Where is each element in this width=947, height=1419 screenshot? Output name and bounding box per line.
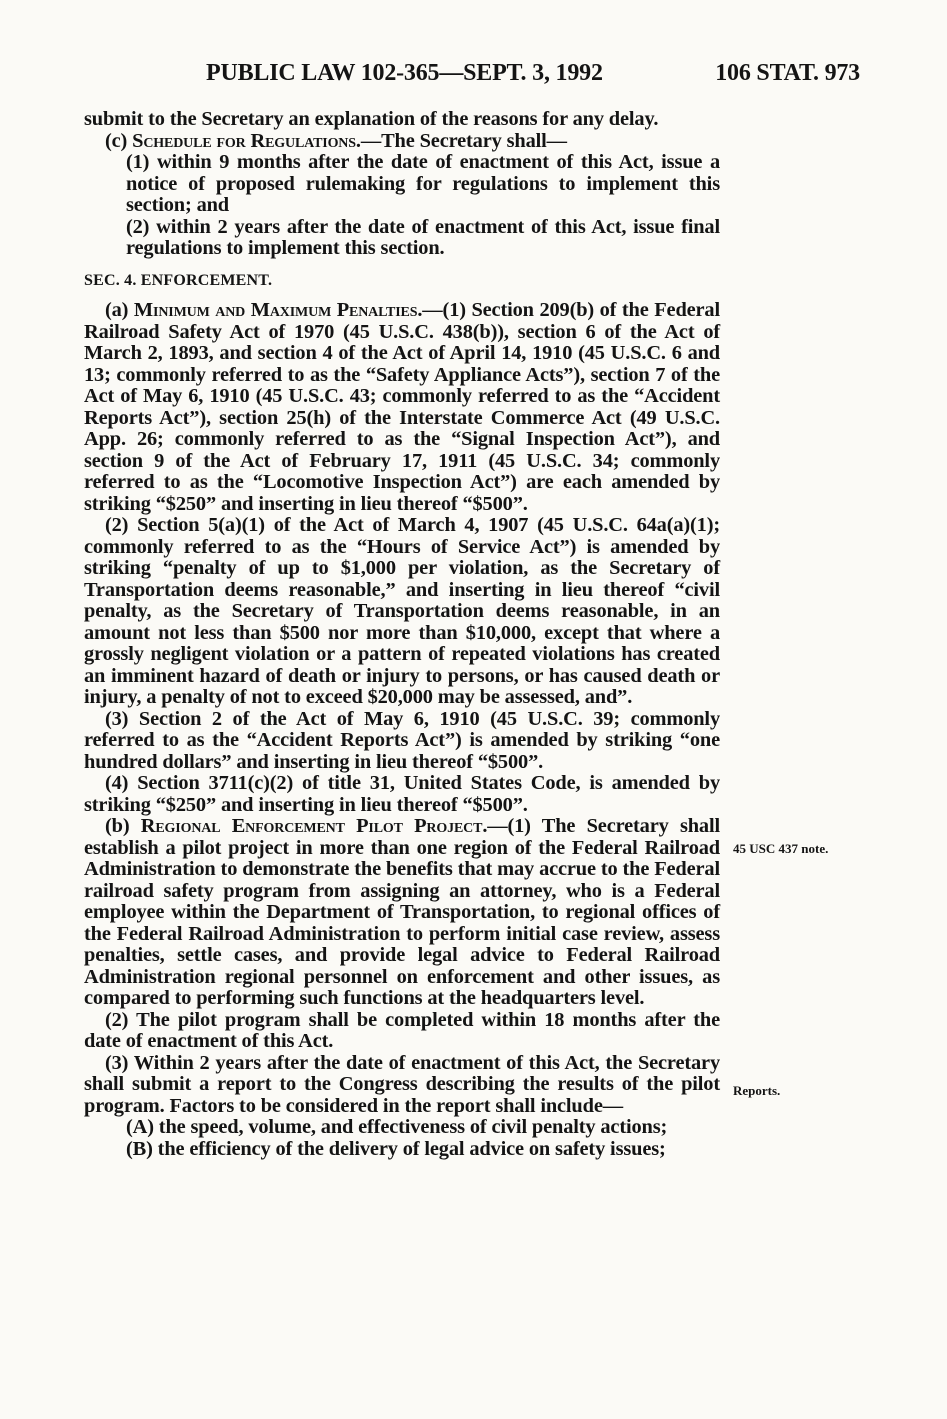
paragraph-b3: (3) Within 2 years after the date of enactment of this Act, the Secretary shall submit a report to the Congress describing the results of the pilot program. Factors to be considered in the report shall include— [84, 1051, 720, 1117]
clause-bA: (A) the speed, volume, and effectiveness of civil penalty actions; [126, 1116, 668, 1138]
page-header [84, 60, 860, 94]
paragraph-c1-text: (1) within 9 months after the date of enactment of this Act, issue a notice of proposed rulemaking for regulations to implement this section; and [126, 151, 720, 216]
subsection-b-lead: (b) [105, 815, 141, 837]
subsection-a [84, 300, 720, 515]
subsection-a-heading: Minimum and Maximum Penalties [133, 299, 418, 321]
header-stat-page: 106 STAT. 973 [715, 60, 860, 86]
subsection-c-lead: (c) [105, 129, 133, 152]
paragraph-continuation: submit to the Secretary an explanation of the reasons for any delay. [84, 108, 659, 130]
paragraph-a4: (4) Section 3711(c)(2) of title 31, United States Code, is amended by striking “$250” and inserting in lieu thereof “$500”. [84, 772, 720, 816]
subsection-a-text: .—(1) Section 209(b) of the Federal Railroad Safety Act of 1970 (45 U.S.C. 438(b)), section 6 of the Act of March 2, 1893, and section 4 of the Act of April 14, 1910 (45 U.S.C. 6 and 13; commonly referred to as the “Safety Appliance Acts”), section 7 of the Act of May 6, 1910 (45 U.S.C. 43; commonly referred to as the “Accident Reports Act”), section 25(h) of the Interstate Commerce Act (49 U.S.C. App. 26; commonly referred to as the “Signal Inspection Act”), and section 9 of the Act of February 17, 1911 (45 U.S.C. 34; commonly referred to as the “Locomotive Inspection Act”) are each amended by striking “$250” and inserting in lieu thereof “$500”. [84, 299, 720, 515]
paragraph-a3: (3) Section 2 of the Act of May 6, 1910 (45 U.S.C. 39; commonly referred to as the “Accident Reports Act”) is amended by striking “one hundred dollars” and inserting in lieu thereof “$500”. [84, 707, 720, 773]
subsection-b-heading: Regional Enforcement Pilot Project [140, 815, 483, 837]
paragraph-c1 [84, 152, 720, 217]
subsection-c-text: .—The Secretary shall— [355, 129, 567, 152]
margin-note-usc: 45 USC 437 note. [733, 841, 829, 856]
paragraph-c2-text: (2) within 2 years after the date of enactment of this Act, issue final regulations to implement this section. [126, 215, 720, 259]
clause-bB: (B) the efficiency of the delivery of legal advice on safety issues; [126, 1137, 666, 1160]
paragraph-c2 [84, 217, 720, 260]
paragraph-a2: (2) Section 5(a)(1) of the Act of March 4, 1907 (45 U.S.C. 64a(a)(1); commonly referred to as the “Hours of Service Act”) is amended by striking “penalty of up to $1,000 per violation, as the Secretary of Transportation deems reasonable,” and inserting in lieu thereof “civil penalty, as the Secretary of Transportation deems reasonable, in an amount not less than $500 nor more than $10,000, except that where a grossly negligent violation or a pattern of repeated violations has created an imminent hazard of death or injury to persons, or has caused death or injury, a penalty of not to exceed $20,000 may be assessed, and”. [84, 514, 720, 708]
margin-note-reports: Reports. [733, 1083, 781, 1098]
header-title: PUBLIC LAW 102-365—SEPT. 3, 1992 [206, 60, 603, 86]
body-text [84, 109, 720, 1160]
subsection-c-heading: Schedule for Regulations [132, 129, 356, 152]
section-heading: SEC. 4. ENFORCEMENT. [84, 271, 273, 289]
subsection-b [84, 816, 720, 1010]
subsection-c [84, 131, 720, 153]
subsection-a-lead: (a) [105, 299, 134, 321]
subsection-b-text: .—(1) The Secretary shall establish a pilot project in more than one region of the Federal Railroad Administration to demonstrate the benefits that may accrue to the Federal railroad safety program from assigning an attorney, who is a Federal employee within the Department of Transportation, to regional offices of the Federal Railroad Administration to perform initial case review, assess penalties, settle cases, and provide legal advice to Federal Railroad Administration regional personnel on enforcement and other issues, as compared to performing such functions at the headquarters level. [84, 815, 721, 1009]
paragraph-b2: (2) The pilot program shall be completed within 18 months after the date of enactment of this Act. [84, 1008, 720, 1052]
